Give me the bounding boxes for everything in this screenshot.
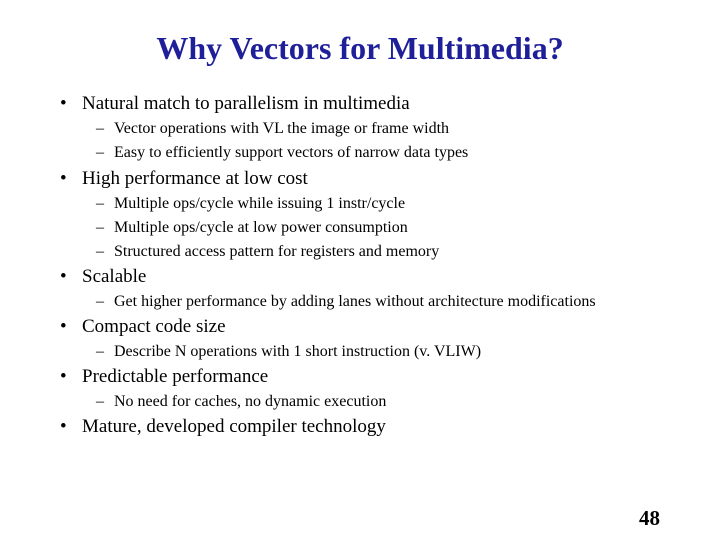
bullet-marker: • — [60, 366, 67, 387]
sub-bullet-marker: – — [96, 120, 104, 137]
bullet-item — [60, 167, 308, 191]
sub-bullet-text: Easy to efficiently support vectors of narrow data types — [114, 144, 469, 161]
sub-bullet-text: Multiple ops/cycle at low power consumption — [114, 219, 408, 236]
bullet-item — [60, 365, 268, 389]
sub-bullet-text: Multiple ops/cycle while issuing 1 instr/cycle — [114, 195, 406, 212]
sub-bullet-marker: – — [96, 243, 104, 260]
sub-bullet-marker: – — [96, 293, 104, 310]
bullet-item — [60, 315, 226, 339]
sub-bullet-item — [96, 292, 596, 312]
sub-bullet-text: Describe N operations with 1 short instruction (v. VLIW) — [114, 343, 482, 360]
sub-bullet-marker: – — [96, 343, 104, 360]
bullet-text: Mature, developed compiler technology — [82, 416, 386, 437]
slide-title: Why Vectors for Multimedia? — [156, 30, 564, 66]
sub-bullet-item — [96, 242, 439, 262]
bullet-text: Natural match to parallelism in multimedia — [82, 93, 410, 114]
sub-bullet-marker: – — [96, 393, 104, 410]
sub-bullet-item — [96, 143, 468, 163]
bullet-item — [60, 415, 386, 439]
sub-bullet-text: Vector operations with VL the image or frame width — [114, 120, 450, 137]
bullet-text: High performance at low cost — [82, 168, 308, 189]
bullet-marker: • — [60, 93, 67, 114]
bullet-item — [60, 92, 410, 116]
bullet-marker: • — [60, 316, 67, 337]
sub-bullet-marker: – — [96, 219, 104, 236]
bullet-text: Scalable — [82, 266, 147, 287]
sub-bullet-item — [96, 218, 408, 238]
bullet-text: Predictable performance — [82, 366, 269, 387]
bullet-item — [60, 265, 146, 289]
bullet-marker: • — [60, 168, 67, 189]
sub-bullet-marker: – — [96, 144, 104, 161]
sub-bullet-item — [96, 392, 386, 412]
sub-bullet-text: Get higher performance by adding lanes without architecture modifications — [114, 293, 596, 310]
sub-bullet-text: No need for caches, no dynamic execution — [114, 393, 387, 410]
sub-bullet-marker: – — [96, 195, 104, 212]
bullet-marker: • — [60, 416, 67, 437]
bullet-marker: • — [60, 266, 67, 287]
page-number: 48 — [639, 506, 660, 530]
sub-bullet-text: Structured access pattern for registers and memory — [114, 243, 440, 260]
sub-bullet-item — [96, 194, 405, 214]
sub-bullet-item — [96, 119, 449, 139]
bullet-text: Compact code size — [82, 316, 226, 337]
sub-bullet-item — [96, 342, 481, 362]
